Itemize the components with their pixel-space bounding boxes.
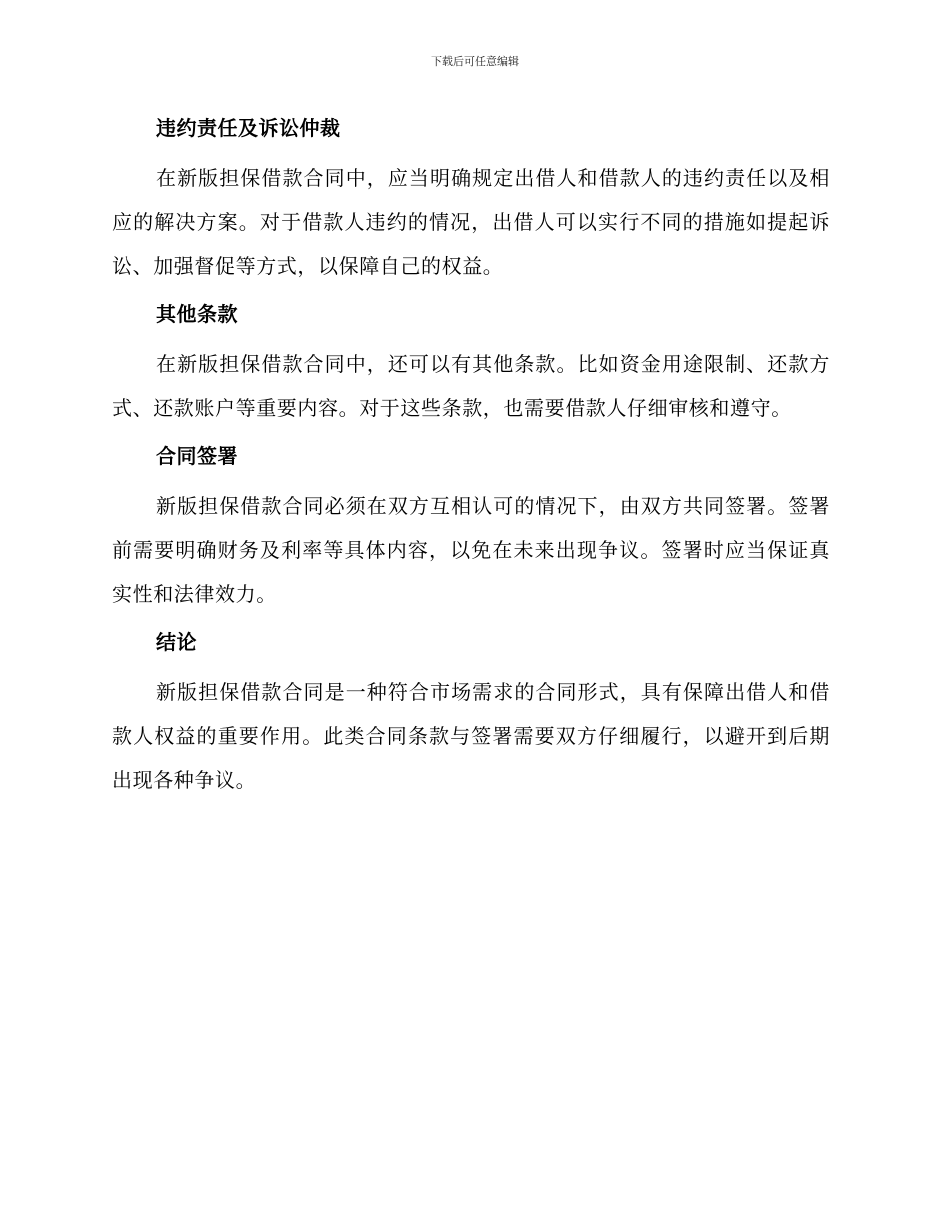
document-content	[112, 112, 830, 812]
header-note: 下载后可任意编辑	[431, 55, 519, 68]
section-body: 新版担保借款合同必须在双方互相认可的情况下，由双方共同签署。签署前需要明确财务及利率等具体内容，以免在未来出现争议。签署时应当保证真实性和法律效力。	[112, 494, 830, 606]
section-conclusion	[112, 626, 830, 802]
section-body: 在新版担保借款合同中，应当明确规定出借人和借款人的违约责任以及相应的解决方案。对于借款人违约的情况，出借人可以实行不同的措施如提起诉讼、加强督促等方式，以保障自己的权益。	[112, 166, 830, 278]
section-heading: 结论	[156, 630, 197, 654]
section-body: 在新版担保借款合同中，还可以有其他条款。比如资金用途限制、还款方式、还款账户等重要内容。对于这些条款，也需要借款人仔细审核和遵守。	[112, 352, 830, 420]
section-other-terms	[112, 298, 830, 430]
section-body: 新版担保借款合同是一种符合市场需求的合同形式，具有保障出借人和借款人权益的重要作用。此类合同条款与签署需要双方仔细履行，以避开到后期出现各种争议。	[112, 680, 830, 792]
section-contract-signing	[112, 440, 830, 616]
section-breach-liability	[112, 112, 830, 288]
section-heading: 合同签署	[156, 444, 238, 468]
section-heading: 违约责任及诉讼仲裁	[156, 116, 341, 140]
section-heading: 其他条款	[156, 302, 238, 326]
